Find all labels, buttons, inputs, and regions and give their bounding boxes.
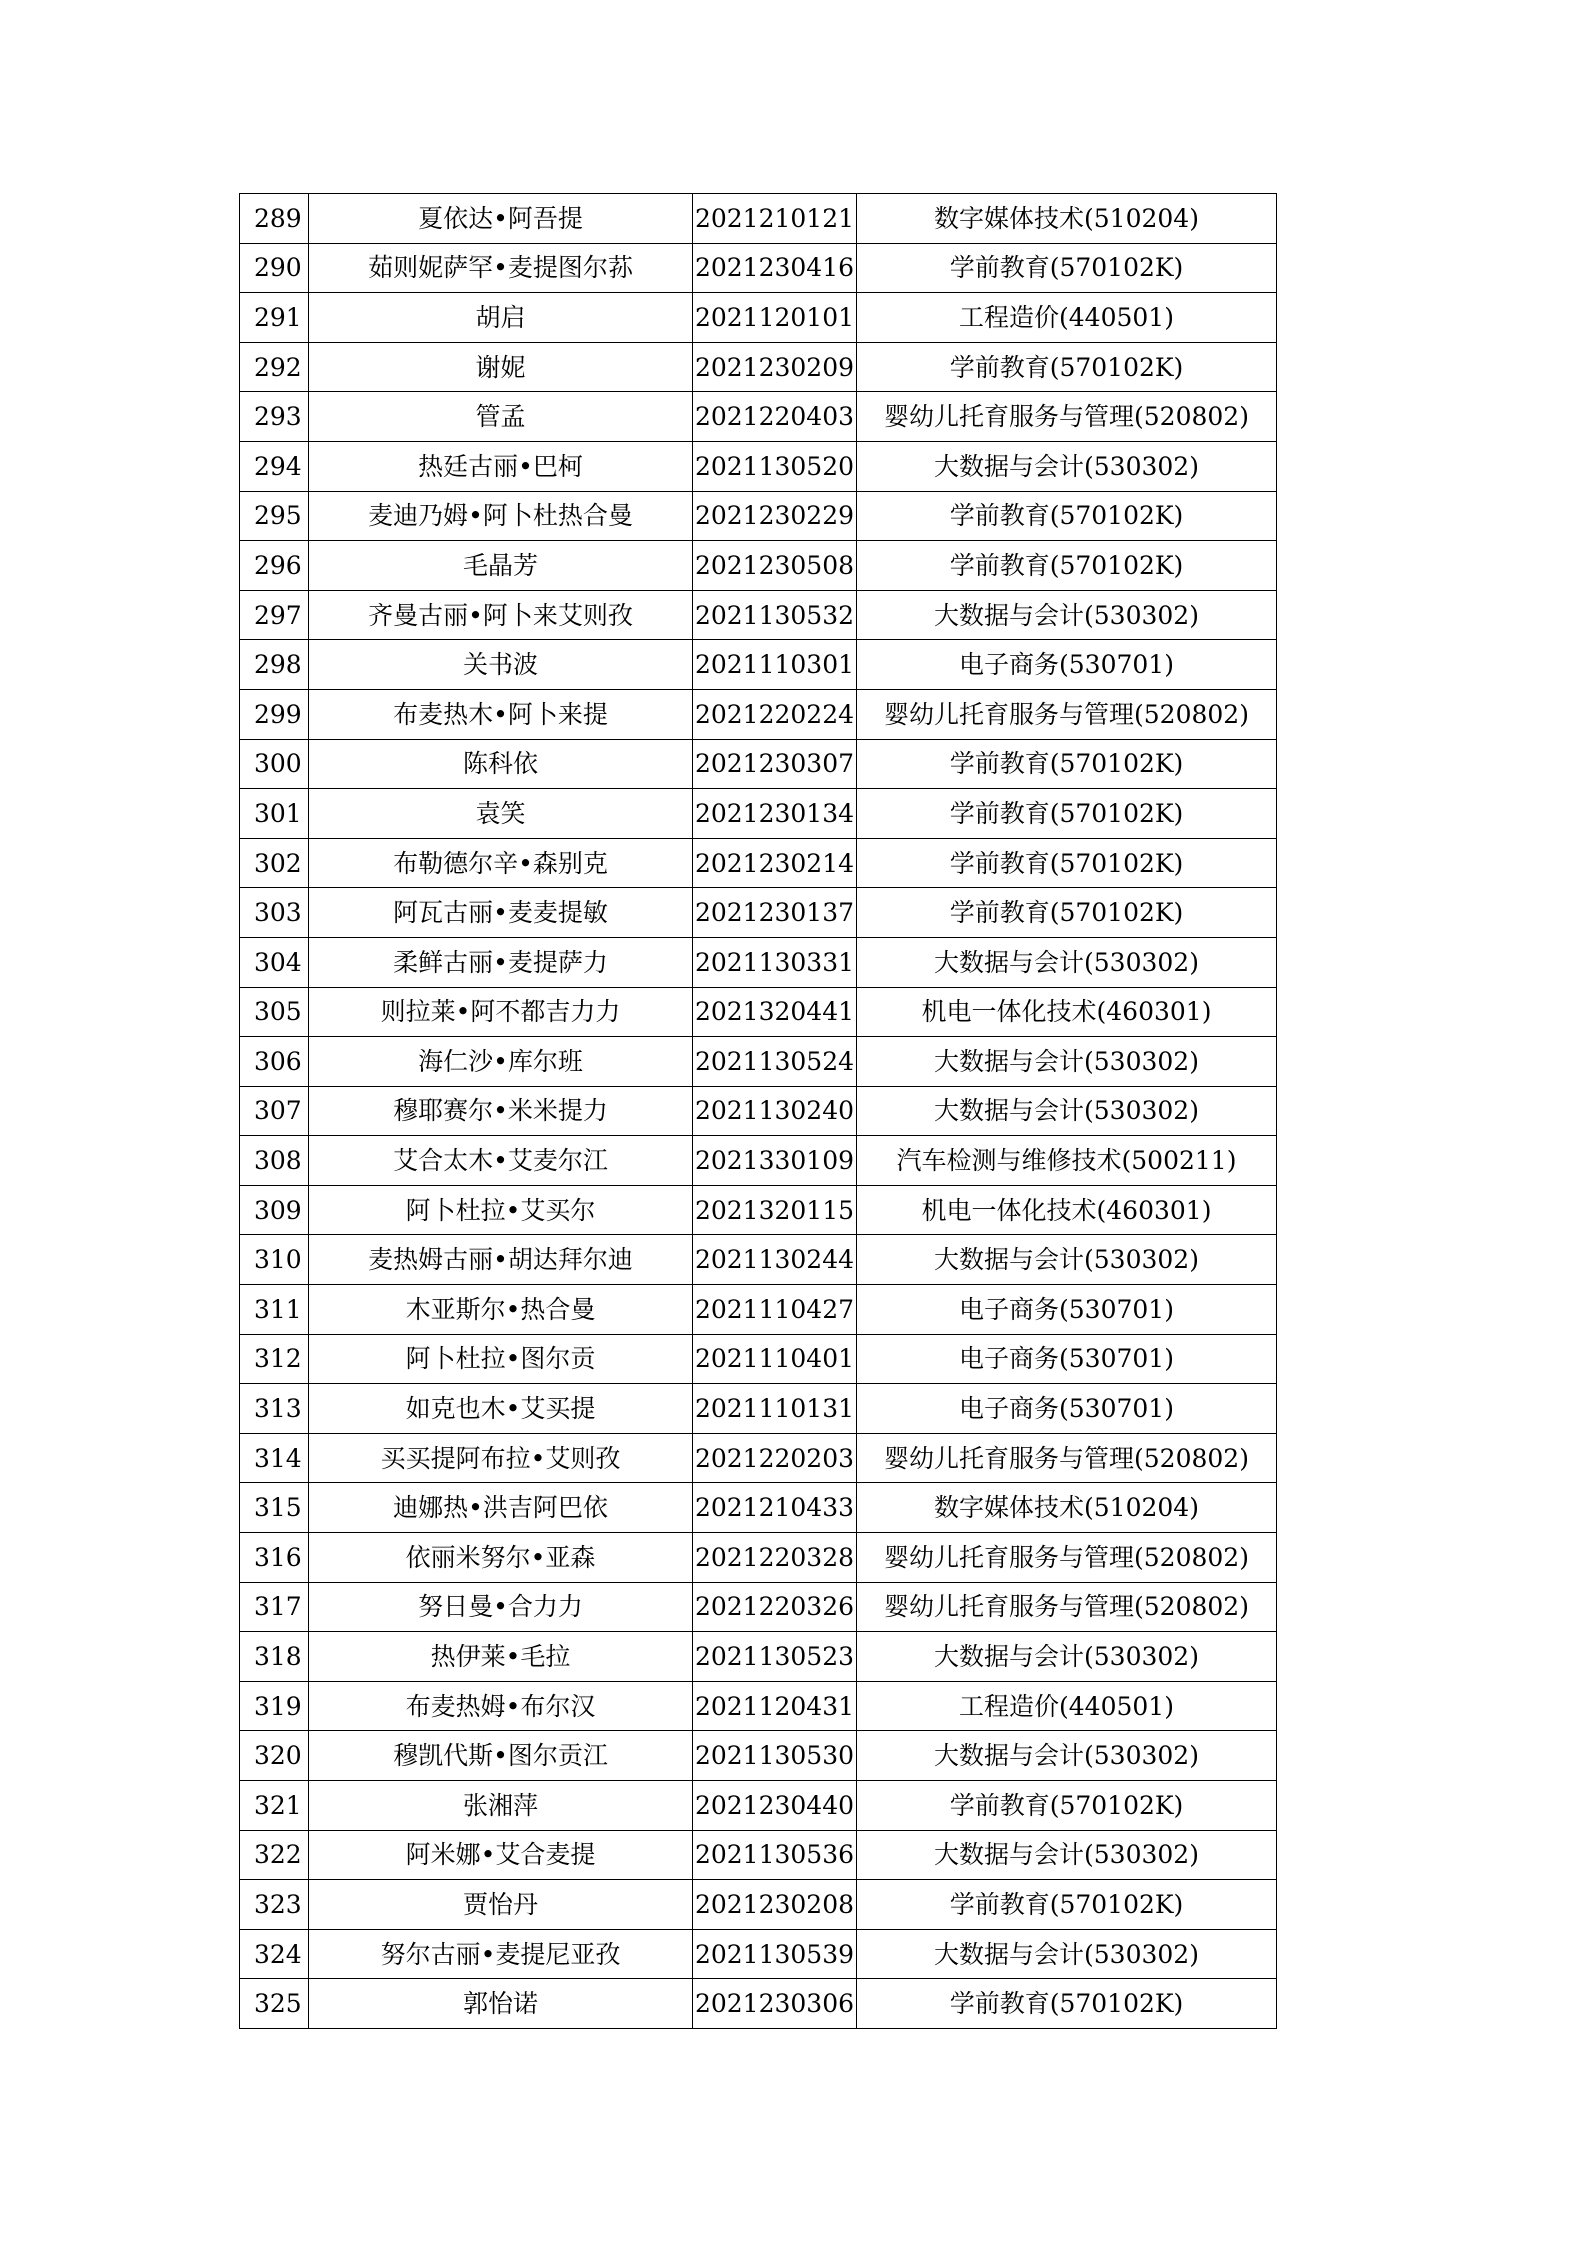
student-id: 2021230306	[693, 1979, 857, 2029]
row-number: 299	[240, 689, 309, 739]
major: 电子商务(530701)	[857, 1285, 1277, 1335]
major: 学前教育(570102K)	[857, 1781, 1277, 1831]
major: 机电一体化技术(460301)	[857, 1185, 1277, 1235]
table-row	[240, 1880, 1277, 1930]
row-number: 322	[240, 1830, 309, 1880]
student-name: 热伊莱•毛拉	[309, 1632, 693, 1682]
student-id: 2021230307	[693, 739, 857, 789]
table-row	[240, 1185, 1277, 1235]
major: 学前教育(570102K)	[857, 1880, 1277, 1930]
student-name: 努日曼•合力力	[309, 1582, 693, 1632]
student-id: 2021230229	[693, 491, 857, 541]
student-name: 陈科依	[309, 739, 693, 789]
student-id: 2021110427	[693, 1285, 857, 1335]
row-number: 296	[240, 541, 309, 591]
row-number: 303	[240, 888, 309, 938]
table-row	[240, 1681, 1277, 1731]
student-name: 毛晶芳	[309, 541, 693, 591]
student-name: 则拉莱•阿不都吉力力	[309, 987, 693, 1037]
table-row	[240, 1731, 1277, 1781]
row-number: 320	[240, 1731, 309, 1781]
student-name: 麦热姆古丽•胡达拜尔迪	[309, 1235, 693, 1285]
student-name: 谢妮	[309, 342, 693, 392]
major: 大数据与会计(530302)	[857, 1632, 1277, 1682]
student-name: 如克也木•艾买提	[309, 1384, 693, 1434]
student-name: 布勒德尔辛•森别克	[309, 838, 693, 888]
row-number: 312	[240, 1334, 309, 1384]
student-name: 迪娜热•洪吉阿巴依	[309, 1483, 693, 1533]
student-name: 袁笑	[309, 789, 693, 839]
student-name: 热廷古丽•巴柯	[309, 441, 693, 491]
table-row	[240, 1086, 1277, 1136]
row-number: 291	[240, 293, 309, 343]
row-number: 315	[240, 1483, 309, 1533]
major: 婴幼儿托育服务与管理(520802)	[857, 1533, 1277, 1583]
table-row	[240, 1979, 1277, 2029]
row-number: 298	[240, 640, 309, 690]
row-number: 306	[240, 1037, 309, 1087]
student-id: 2021130539	[693, 1929, 857, 1979]
table-row	[240, 1285, 1277, 1335]
row-number: 301	[240, 789, 309, 839]
table-row	[240, 541, 1277, 591]
student-id: 2021320115	[693, 1185, 857, 1235]
table-row	[240, 739, 1277, 789]
row-number: 300	[240, 739, 309, 789]
student-id: 2021120431	[693, 1681, 857, 1731]
student-name: 茹则妮萨罕•麦提图尔荪	[309, 243, 693, 293]
major: 婴幼儿托育服务与管理(520802)	[857, 1582, 1277, 1632]
row-number: 310	[240, 1235, 309, 1285]
student-name: 贾怡丹	[309, 1880, 693, 1930]
major: 机电一体化技术(460301)	[857, 987, 1277, 1037]
student-id: 2021110131	[693, 1384, 857, 1434]
table-row	[240, 1037, 1277, 1087]
row-number: 290	[240, 243, 309, 293]
student-id: 2021130523	[693, 1632, 857, 1682]
major: 工程造价(440501)	[857, 293, 1277, 343]
student-id: 2021230134	[693, 789, 857, 839]
student-name: 关书波	[309, 640, 693, 690]
major: 电子商务(530701)	[857, 640, 1277, 690]
student-id: 2021230137	[693, 888, 857, 938]
row-number: 319	[240, 1681, 309, 1731]
student-name: 阿卜杜拉•艾买尔	[309, 1185, 693, 1235]
student-id: 2021220224	[693, 689, 857, 739]
student-name: 夏依达•阿吾提	[309, 194, 693, 244]
student-id: 2021230416	[693, 243, 857, 293]
student-id: 2021130536	[693, 1830, 857, 1880]
major: 学前教育(570102K)	[857, 243, 1277, 293]
table-row	[240, 243, 1277, 293]
major: 大数据与会计(530302)	[857, 1235, 1277, 1285]
student-name: 艾合太木•艾麦尔江	[309, 1136, 693, 1186]
row-number: 321	[240, 1781, 309, 1831]
major: 婴幼儿托育服务与管理(520802)	[857, 1433, 1277, 1483]
table-row	[240, 1781, 1277, 1831]
row-number: 317	[240, 1582, 309, 1632]
major: 电子商务(530701)	[857, 1334, 1277, 1384]
table-row	[240, 1334, 1277, 1384]
student-name: 柔鲜古丽•麦提萨力	[309, 937, 693, 987]
student-id: 2021230208	[693, 1880, 857, 1930]
major: 学前教育(570102K)	[857, 888, 1277, 938]
major: 电子商务(530701)	[857, 1384, 1277, 1434]
student-id: 2021220203	[693, 1433, 857, 1483]
row-number: 295	[240, 491, 309, 541]
student-name: 穆耶赛尔•米米提力	[309, 1086, 693, 1136]
student-name: 齐曼古丽•阿卜来艾则孜	[309, 590, 693, 640]
student-id: 2021230214	[693, 838, 857, 888]
student-name: 依丽米努尔•亚森	[309, 1533, 693, 1583]
table-row	[240, 689, 1277, 739]
student-name: 胡启	[309, 293, 693, 343]
table-row	[240, 1235, 1277, 1285]
row-number: 325	[240, 1979, 309, 2029]
student-name: 布麦热木•阿卜来提	[309, 689, 693, 739]
table-row	[240, 491, 1277, 541]
table-row	[240, 342, 1277, 392]
student-id: 2021220328	[693, 1533, 857, 1583]
student-id: 2021330109	[693, 1136, 857, 1186]
student-id: 2021230209	[693, 342, 857, 392]
student-name: 管孟	[309, 392, 693, 442]
student-id: 2021210121	[693, 194, 857, 244]
student-id: 2021120101	[693, 293, 857, 343]
row-number: 323	[240, 1880, 309, 1930]
student-id: 2021130530	[693, 1731, 857, 1781]
major: 大数据与会计(530302)	[857, 590, 1277, 640]
major: 大数据与会计(530302)	[857, 937, 1277, 987]
student-id: 2021110401	[693, 1334, 857, 1384]
row-number: 305	[240, 987, 309, 1037]
row-number: 311	[240, 1285, 309, 1335]
roster-body	[240, 194, 1277, 2029]
row-number: 318	[240, 1632, 309, 1682]
row-number: 324	[240, 1929, 309, 1979]
table-row	[240, 1533, 1277, 1583]
student-name: 郭怡诺	[309, 1979, 693, 2029]
student-id: 2021130240	[693, 1086, 857, 1136]
row-number: 309	[240, 1185, 309, 1235]
student-name: 阿米娜•艾合麦提	[309, 1830, 693, 1880]
major: 学前教育(570102K)	[857, 342, 1277, 392]
major: 大数据与会计(530302)	[857, 441, 1277, 491]
major: 工程造价(440501)	[857, 1681, 1277, 1731]
student-id: 2021230440	[693, 1781, 857, 1831]
table-row	[240, 1433, 1277, 1483]
student-name: 张湘萍	[309, 1781, 693, 1831]
student-name: 木亚斯尔•热合曼	[309, 1285, 693, 1335]
student-name: 海仁沙•库尔班	[309, 1037, 693, 1087]
major: 大数据与会计(530302)	[857, 1830, 1277, 1880]
table-row	[240, 1582, 1277, 1632]
row-number: 292	[240, 342, 309, 392]
student-id: 2021210433	[693, 1483, 857, 1533]
row-number: 307	[240, 1086, 309, 1136]
major: 婴幼儿托育服务与管理(520802)	[857, 689, 1277, 739]
major: 数字媒体技术(510204)	[857, 1483, 1277, 1533]
table-row	[240, 1483, 1277, 1533]
row-number: 294	[240, 441, 309, 491]
major: 学前教育(570102K)	[857, 789, 1277, 839]
major: 学前教育(570102K)	[857, 491, 1277, 541]
student-name: 买买提阿布拉•艾则孜	[309, 1433, 693, 1483]
major: 大数据与会计(530302)	[857, 1731, 1277, 1781]
student-id: 2021130520	[693, 441, 857, 491]
major: 大数据与会计(530302)	[857, 1086, 1277, 1136]
student-name: 麦迪乃姆•阿卜杜热合曼	[309, 491, 693, 541]
table-row	[240, 590, 1277, 640]
row-number: 289	[240, 194, 309, 244]
table-row	[240, 392, 1277, 442]
student-id: 2021220403	[693, 392, 857, 442]
row-number: 293	[240, 392, 309, 442]
student-id: 2021320441	[693, 987, 857, 1037]
table-row	[240, 1384, 1277, 1434]
table-row	[240, 987, 1277, 1037]
major: 学前教育(570102K)	[857, 541, 1277, 591]
student-name: 穆凯代斯•图尔贡江	[309, 1731, 693, 1781]
row-number: 314	[240, 1433, 309, 1483]
table-row	[240, 293, 1277, 343]
major: 大数据与会计(530302)	[857, 1037, 1277, 1087]
row-number: 316	[240, 1533, 309, 1583]
student-id: 2021130524	[693, 1037, 857, 1087]
student-id: 2021230508	[693, 541, 857, 591]
major: 婴幼儿托育服务与管理(520802)	[857, 392, 1277, 442]
table-row	[240, 1136, 1277, 1186]
student-name: 阿瓦古丽•麦麦提敏	[309, 888, 693, 938]
table-row	[240, 888, 1277, 938]
table-row	[240, 194, 1277, 244]
student-id: 2021130244	[693, 1235, 857, 1285]
row-number: 313	[240, 1384, 309, 1434]
row-number: 302	[240, 838, 309, 888]
major: 学前教育(570102K)	[857, 838, 1277, 888]
table-row	[240, 1830, 1277, 1880]
major: 大数据与会计(530302)	[857, 1929, 1277, 1979]
student-roster-table	[239, 193, 1277, 2029]
table-row	[240, 789, 1277, 839]
table-row	[240, 1929, 1277, 1979]
student-name: 布麦热姆•布尔汉	[309, 1681, 693, 1731]
row-number: 308	[240, 1136, 309, 1186]
major: 数字媒体技术(510204)	[857, 194, 1277, 244]
major: 学前教育(570102K)	[857, 739, 1277, 789]
student-id: 2021130532	[693, 590, 857, 640]
student-id: 2021220326	[693, 1582, 857, 1632]
table-row	[240, 1632, 1277, 1682]
row-number: 297	[240, 590, 309, 640]
student-id: 2021110301	[693, 640, 857, 690]
table-row	[240, 640, 1277, 690]
major: 汽车检测与维修技术(500211)	[857, 1136, 1277, 1186]
row-number: 304	[240, 937, 309, 987]
student-id: 2021130331	[693, 937, 857, 987]
table-row	[240, 441, 1277, 491]
table-row	[240, 937, 1277, 987]
table-row	[240, 838, 1277, 888]
major: 学前教育(570102K)	[857, 1979, 1277, 2029]
student-name: 阿卜杜拉•图尔贡	[309, 1334, 693, 1384]
student-name: 努尔古丽•麦提尼亚孜	[309, 1929, 693, 1979]
